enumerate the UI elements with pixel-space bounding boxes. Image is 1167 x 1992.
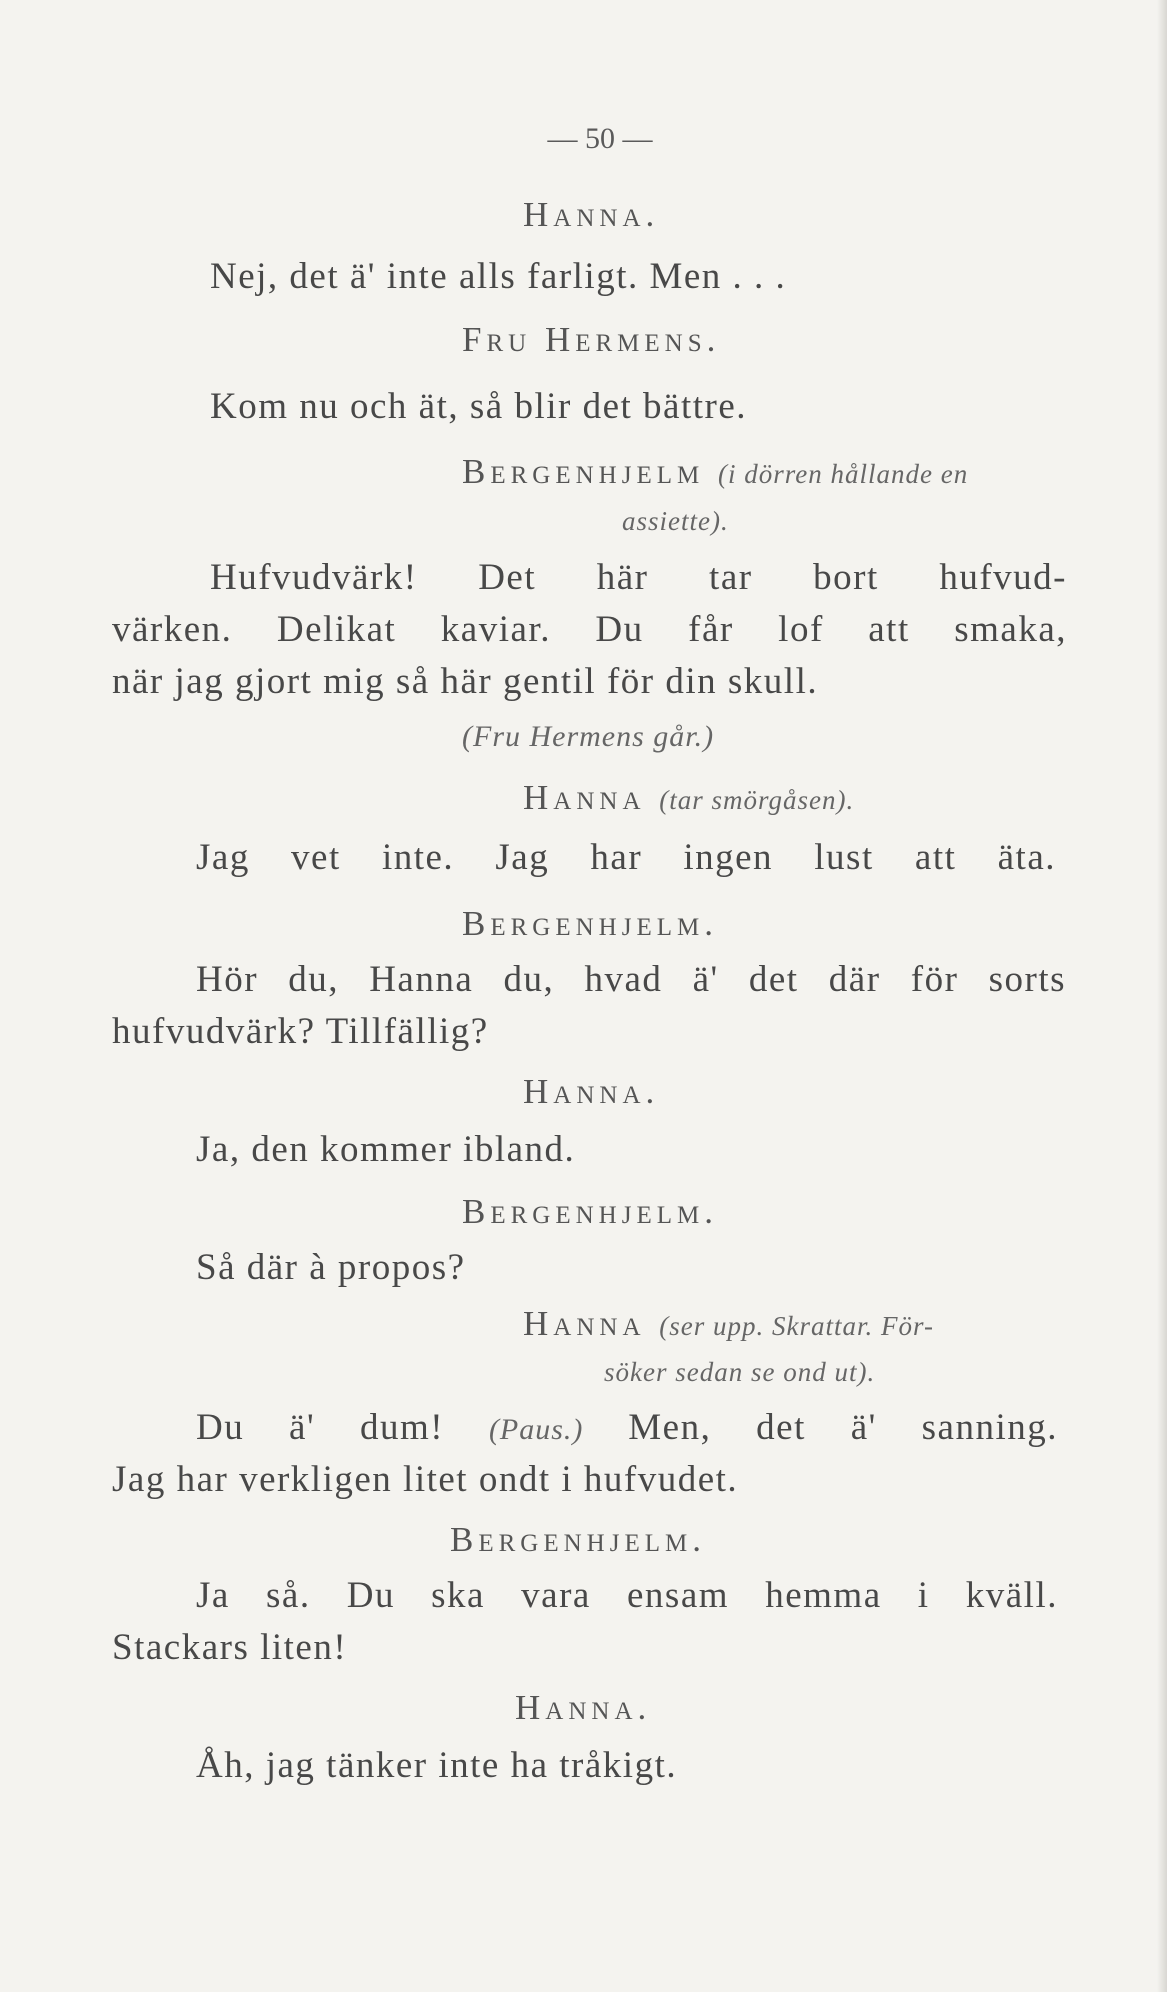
- speaker-name: Fru Hermens.: [462, 320, 721, 359]
- dialogue-line: Kom nu och ät, så blir det bättre.: [210, 386, 748, 427]
- speaker-name: Hanna.: [515, 1688, 652, 1727]
- stage-direction: söker sedan se ond ut).: [604, 1357, 876, 1387]
- speaker-name: Bergenhjelm.: [450, 1520, 706, 1559]
- dialogue-line: Ja så. Du ska vara ensam hemma i kväll.: [196, 1575, 1058, 1616]
- stage-direction: (Paus.): [488, 1413, 584, 1446]
- speaker-with-direction: [523, 1304, 934, 1344]
- stage-direction: (Fru Hermens går.): [462, 720, 715, 753]
- dialogue-line: Ja, den kommer ibland.: [196, 1129, 576, 1170]
- dialogue-text: Men, det ä' sanning.: [583, 1407, 1058, 1448]
- speaker-name: Hanna.: [523, 195, 660, 234]
- dialogue-line: Jag har verkligen litet ondt i hufvudet.: [112, 1459, 739, 1500]
- speaker-name: Hanna: [523, 778, 646, 817]
- dialogue-line: Hör du, Hanna du, hvad ä' det där för sorts: [196, 959, 1066, 1000]
- stage-direction: (tar smörgåsen).: [659, 785, 855, 815]
- dialogue-line: när jag gjort mig så här gentil för din skull.: [112, 661, 819, 702]
- speaker-with-direction: [523, 778, 854, 818]
- stage-direction: (ser upp. Skrattar. För-: [659, 1311, 934, 1341]
- speaker-name: Bergenhjelm.: [462, 1192, 718, 1231]
- page-number: — 50 —: [547, 122, 653, 155]
- speaker-with-direction: [462, 452, 968, 492]
- dialogue-line: hufvudvärk? Tillfällig?: [112, 1011, 489, 1052]
- dialogue-text: Du ä' dum!: [196, 1407, 489, 1448]
- speaker-name: Hanna: [523, 1304, 646, 1343]
- speaker-name: Bergenhjelm: [462, 452, 705, 491]
- dialogue-line: Så där à propos?: [196, 1247, 466, 1288]
- dialogue-line-mixed: [196, 1406, 1058, 1449]
- page-edge: [1157, 0, 1167, 1992]
- dialogue-line: värken. Delikat kaviar. Du får lof att smaka,: [112, 609, 1067, 650]
- dialogue-line: Stackars liten!: [112, 1627, 348, 1668]
- dialogue-line: Nej, det ä' inte alls farligt. Men . . .: [210, 256, 787, 297]
- speaker-name: Bergenhjelm.: [462, 904, 718, 943]
- dialogue-line: Jag vet inte. Jag har ingen lust att äta.: [196, 837, 1056, 878]
- speaker-name: Hanna.: [523, 1072, 660, 1111]
- stage-direction: (i dörren hållande en: [717, 459, 969, 489]
- stage-direction: assiette).: [622, 506, 729, 536]
- dialogue-line: Åh, jag tänker inte ha tråkigt.: [196, 1745, 678, 1786]
- dialogue-line: Hufvudvärk! Det här tar bort hufvud-: [210, 557, 1067, 598]
